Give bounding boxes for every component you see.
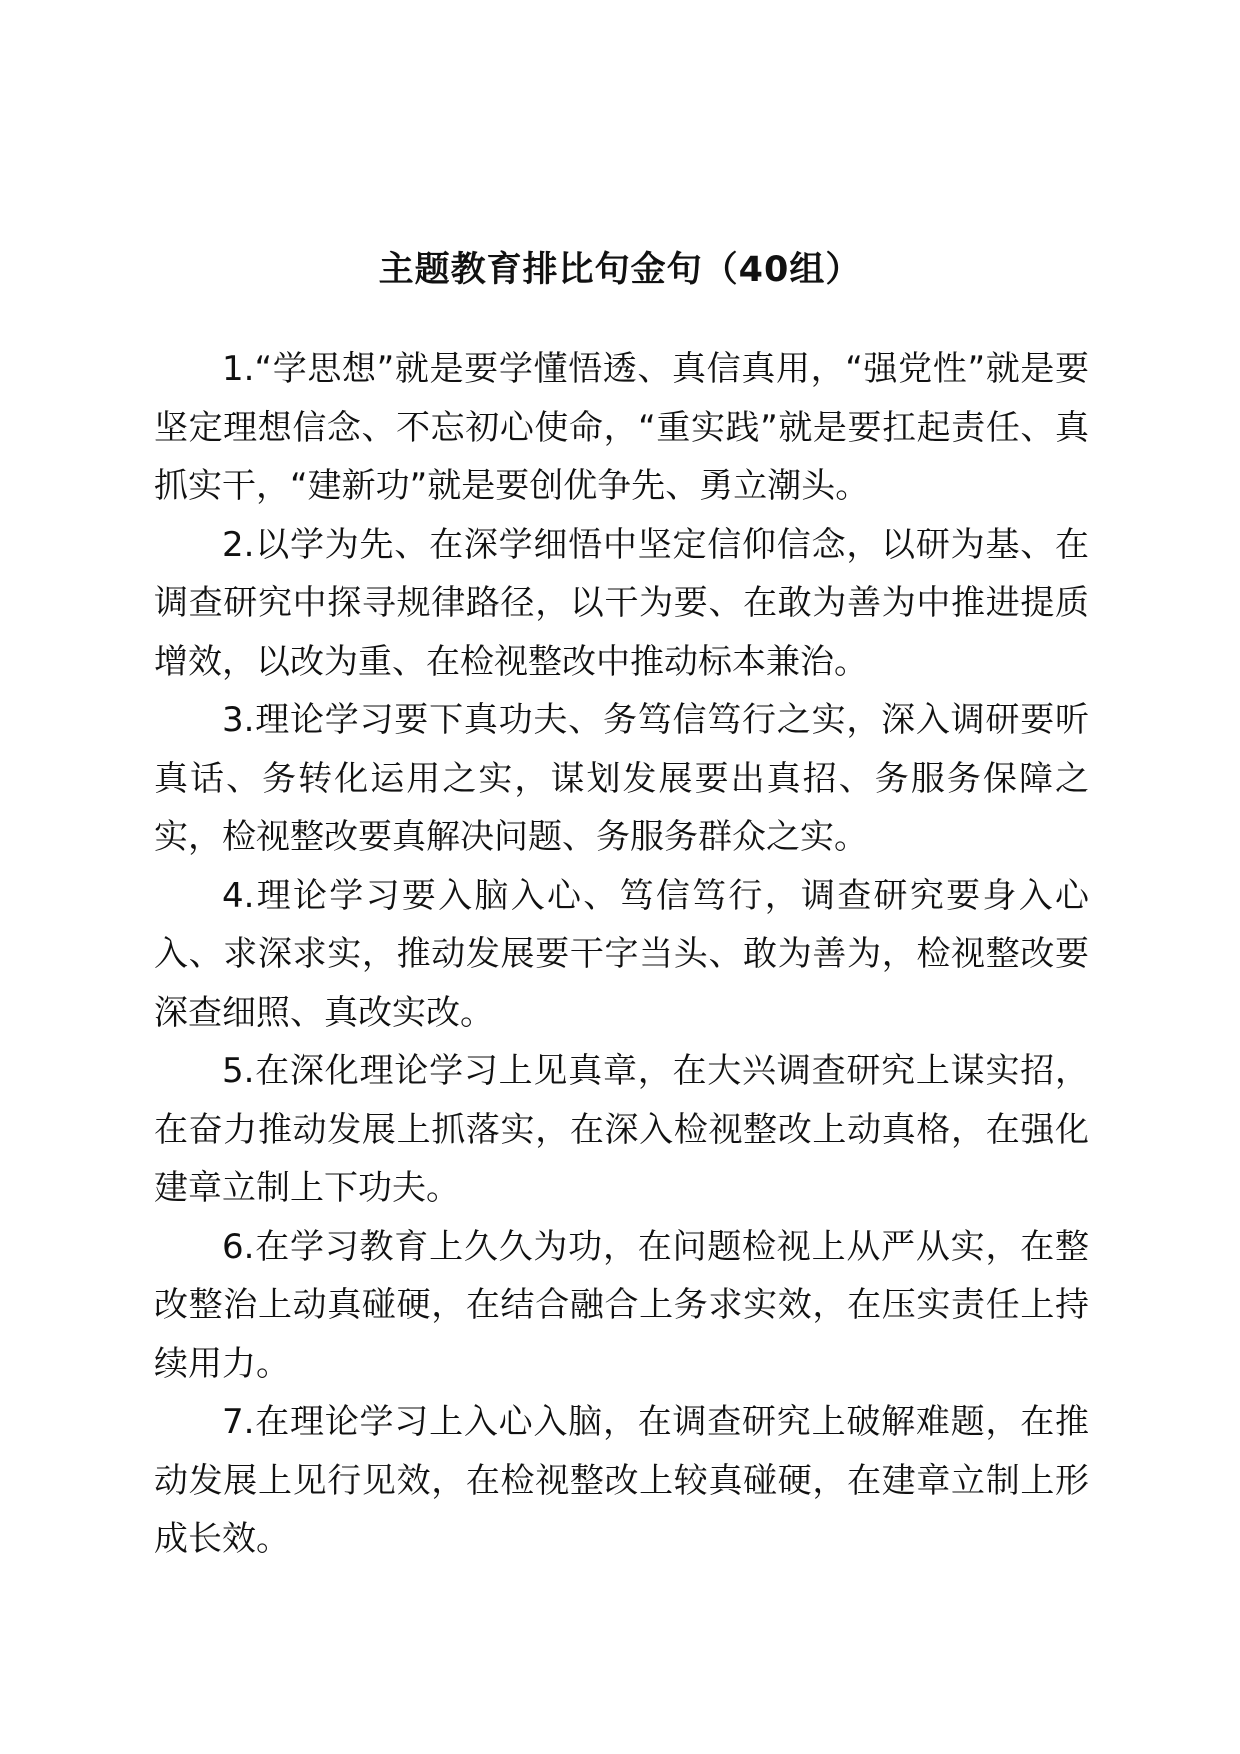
paragraph-6: 6.在学习教育上久久为功，在问题检视上从严从实，在整改整治上动真碰硬，在结合融合上务求实效，在压实责任上持续用力。 xyxy=(154,1226,1089,1384)
paragraph-7: 7.在理论学习上入心入脑，在调查研究上破解难题，在推动发展上见行见效，在检视整改上较真碰硬，在建章立制上形成长效。 xyxy=(154,1402,1089,1559)
paragraph-5: 5.在深化理论学习上见真章，在大兴调查研究上谋实招，在奋力推动发展上抓落实，在深入检视整改上动真格，在强化建章立制上下功夫。 xyxy=(154,1051,1089,1208)
paragraph-4: 4.理论学习要入脑入心、笃信笃行，调查研究要身入心入、求深求实，推动发展要干字当头、敢为善为，检视整改要深查细照、真改实改。 xyxy=(154,875,1089,1033)
document-title: 主题教育排比句金句（40组） xyxy=(378,250,862,290)
paragraph-3: 3.理论学习要下真功夫、务笃信笃行之实，深入调研要听真话、务转化运用之实，谋划发展要出真招、务服务保障之实，检视整改要真解决问题、务服务群众之实。 xyxy=(154,700,1089,857)
document-body xyxy=(154,340,1089,1569)
paragraph-2: 2.以学为先、在深学细悟中坚定信仰信念，以研为基、在调查研究中探寻规律路径，以干为要、在敢为善为中推进提质增效，以改为重、在检视整改中推动标本兼治。 xyxy=(154,524,1089,682)
paragraph-1: 1.“学思想”就是要学懂悟透、真信真用，“强党性”就是要坚定理想信念、不忘初心使命，“重实践”就是要扛起责任、真抓实干，“建新功”就是要创优争先、勇立潮头。 xyxy=(154,349,1089,506)
